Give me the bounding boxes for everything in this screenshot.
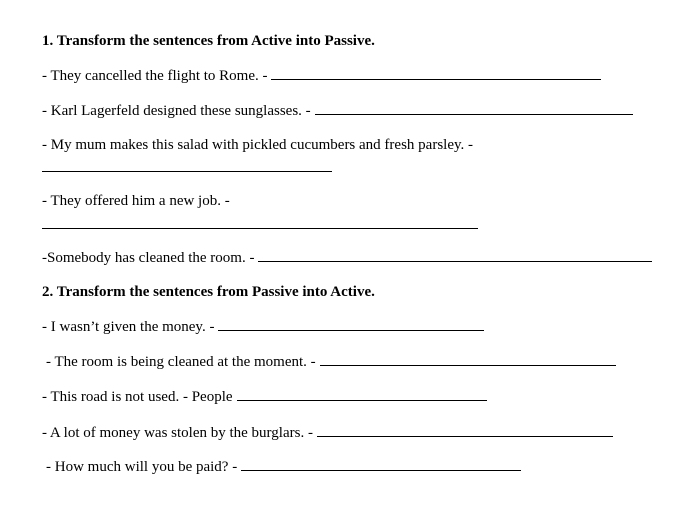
exercise-prompt: -Somebody has cleaned the room. - — [42, 250, 255, 266]
section-1-heading: 1. Transform the sentences from Active into Passive. — [42, 33, 375, 49]
exercise-prompt: - A lot of money was stolen by the burglars. - — [42, 425, 313, 441]
exercise-prompt: - This road is not used. - People — [42, 389, 233, 405]
answer-line — [42, 215, 478, 234]
exercise-prompt: - Karl Lagerfeld designed these sunglasses. - — [42, 103, 311, 119]
answer-blank[interactable] — [218, 317, 484, 331]
exercise-prompt: - They offered him a new job. - — [42, 193, 230, 209]
answer-blank[interactable] — [315, 101, 633, 115]
exercise-item — [46, 457, 521, 476]
exercise-item — [42, 423, 613, 442]
exercise-item — [42, 136, 473, 154]
answer-blank[interactable] — [241, 457, 521, 471]
exercise-item — [42, 192, 230, 210]
exercise-item — [42, 248, 652, 267]
section-2-heading: 2. Transform the sentences from Passive into Active. — [42, 284, 375, 300]
exercise-item — [42, 387, 487, 406]
answer-line — [42, 158, 332, 177]
exercise-prompt: - The room is being cleaned at the moment. - — [46, 354, 316, 370]
answer-blank[interactable] — [42, 215, 478, 229]
exercise-item — [42, 101, 633, 120]
exercise-prompt: - My mum makes this salad with pickled cucumbers and fresh parsley. - — [42, 137, 474, 153]
exercise-prompt: - I wasn’t given the money. - — [42, 319, 215, 335]
answer-blank[interactable] — [237, 387, 487, 401]
answer-blank[interactable] — [271, 66, 601, 80]
answer-blank[interactable] — [317, 423, 613, 437]
exercise-item — [42, 317, 484, 336]
exercise-item — [42, 66, 601, 85]
exercise-item — [46, 352, 616, 371]
answer-blank[interactable] — [42, 158, 332, 172]
exercise-prompt: - They cancelled the flight to Rome. - — [42, 68, 268, 84]
exercise-prompt: - How much will you be paid? - — [46, 459, 238, 475]
answer-blank[interactable] — [320, 352, 616, 366]
answer-blank[interactable] — [258, 248, 652, 262]
